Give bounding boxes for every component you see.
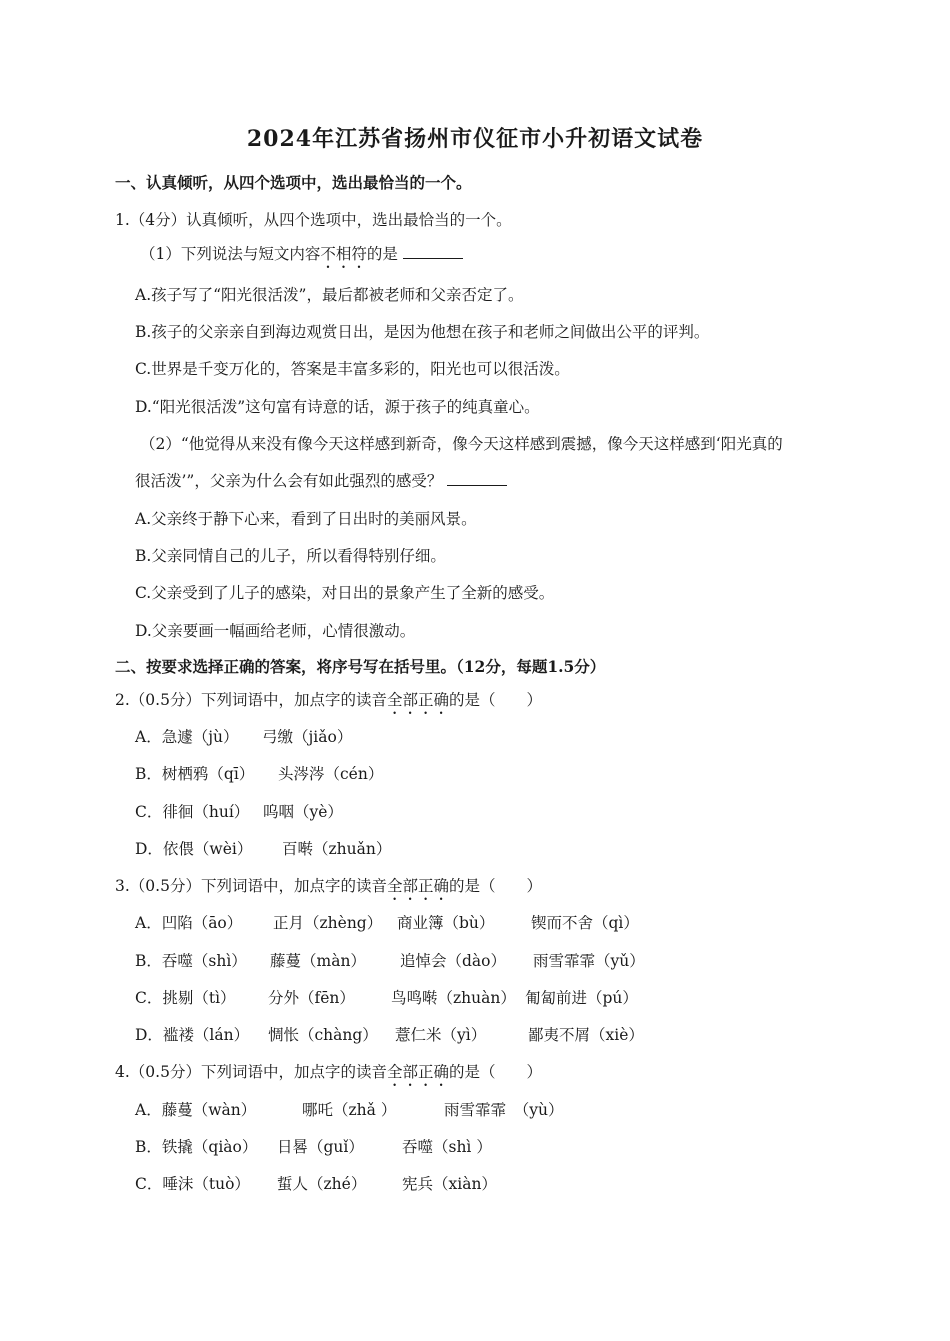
q4-stem [115, 1061, 542, 1090]
page-title: 2024年江苏省扬州市仪征市小升初语文试卷 [246, 126, 704, 152]
q4-c-word3: 宪兵（xiàn） [402, 1175, 497, 1193]
q3-b-word2: 藤蔓（màn） [270, 952, 366, 970]
q1-sub2-stem-line2: 很活泼’”，父亲为什么会有如此强烈的感受？ [135, 472, 443, 490]
q1-sub2-option-b: B.父亲同情自己的儿子，所以看得特别仔细。 [135, 547, 446, 565]
q2-stem-dotted: 全部正确 [386, 691, 449, 709]
q4-c-word2: 蜇人（zhé） [277, 1175, 367, 1193]
q3-c-word4: 匍匐前进（pú） [525, 989, 638, 1007]
q4-stem-prefix: 4.（0.5分）下列词语中，加点字的读音 [115, 1063, 387, 1081]
q3-a-word2: 正月（zhèng） [273, 914, 383, 932]
q3-stem-suffix: 的是（ ） [448, 877, 542, 895]
q1-sub1-option-b: B.孩子的父亲亲自到海边观赏日出，是因为他想在孩子和老师之间做出公平的评判。 [135, 323, 710, 341]
q1-sub2-stem-line1: （2）“他觉得从来没有像今天这样感到新奇，像今天这样感到震撼，像今天这样感到‘阳光真的 [140, 435, 783, 453]
q1-sub1-option-a: A.孩子写了“阳光很活泼”，最后都被老师和父亲否定了。 [135, 286, 524, 304]
q2-a-word1: A．急遽（jù） [135, 728, 239, 746]
q3-d-word2: 惆怅（chàng） [268, 1026, 378, 1044]
q3-stem [115, 875, 542, 904]
q2-d-word2: 百啭（zhuǎn） [282, 840, 392, 858]
q3-b-word4: 雨雪霏霏（yǔ） [533, 952, 645, 970]
q2-stem [115, 689, 542, 718]
q2-d-word1: D．依偎（wèi） [135, 840, 253, 858]
q1-sub2-option-a: A.父亲终于静下心来，看到了日出时的美丽风景。 [135, 510, 477, 528]
answer-blank[interactable] [447, 471, 507, 486]
q2-a-word2: 弓缴（jiǎo） [262, 728, 353, 746]
q4-a-word1: A．藤蔓（wàn） [135, 1101, 257, 1119]
answer-blank[interactable] [403, 244, 463, 259]
section2-heading: 二、按要求选择正确的答案，将序号写在括号里。（12分，每题1.5分） [115, 657, 606, 676]
q2-b-word2: 头涔涔（cén） [278, 765, 384, 783]
q1-stem: 1.（4分）认真倾听，从四个选项中，选出最恰当的一个。 [115, 211, 512, 229]
q3-c-word2: 分外（fēn） [268, 989, 355, 1007]
section1-heading: 一、认真倾听，从四个选项中，选出最恰当的一个。 [115, 173, 472, 192]
q2-stem-prefix: 2.（0.5分）下列词语中，加点字的读音 [115, 691, 387, 709]
q1-sub2-option-c: C.父亲受到了儿子的感染，对日出的景象产生了全新的感受。 [135, 584, 555, 602]
q1-sub1-dotted: 不相符 [320, 245, 367, 263]
q1-sub1-option-c: C.世界是千变万化的，答案是丰富多彩的，阳光也可以很活泼。 [135, 360, 570, 378]
q3-c-word3: 鸟鸣啭（zhuàn） [391, 989, 516, 1007]
q2-b-word1: B．树栖鸦（qī） [135, 765, 255, 783]
q4-c-word1: C．唾沫（tuò） [135, 1175, 250, 1193]
q3-b-word3: 追悼会（dào） [400, 952, 506, 970]
q1-sub1-prefix: （1）下列说法与短文内容 [140, 245, 321, 263]
q1-sub2-option-d: D.父亲要画一幅画给老师，心情很激动。 [135, 622, 416, 640]
q3-b-word1: B．吞噬（shì） [135, 952, 247, 970]
q3-a-word3: 商业簿（bù） [397, 914, 495, 932]
q4-b-word2: 日晷（guǐ） [277, 1138, 364, 1156]
q1-sub1-suffix: 的是 [366, 245, 398, 263]
q3-d-word4: 鄙夷不屑（xiè） [528, 1026, 644, 1044]
q3-c-word1: C．挑剔（tì） [135, 989, 236, 1007]
q1-sub1-option-d: D.“阳光很活泼”这句富有诗意的话，源于孩子的纯真童心。 [135, 398, 540, 416]
q3-stem-dotted: 全部正确 [386, 877, 449, 895]
q4-a-word3: 雨雪霏霏 （yù） [444, 1101, 564, 1119]
q2-c-word2: 呜咽（yè） [263, 803, 343, 821]
q4-stem-suffix: 的是（ ） [448, 1063, 542, 1081]
q4-a-word2: 哪吒（zhǎ ） [302, 1101, 397, 1119]
q4-b-word1: B．铁撬（qiào） [135, 1138, 258, 1156]
q3-stem-prefix: 3.（0.5分）下列词语中，加点字的读音 [115, 877, 387, 895]
q4-stem-dotted: 全部正确 [386, 1063, 449, 1081]
q1-sub2-stem-line2-wrap [135, 470, 507, 492]
q3-a-word1: A．凹陷（āo） [135, 914, 243, 932]
q3-d-word1: D．褴褛（lán） [135, 1026, 250, 1044]
q3-d-word3: 薏仁米（yì） [395, 1026, 487, 1044]
q2-stem-suffix: 的是（ ） [448, 691, 542, 709]
q1-sub1-stem [140, 243, 463, 272]
q3-a-word4: 锲而不舍（qì） [531, 914, 639, 932]
q2-c-word1: C．徘徊（huí） [135, 803, 250, 821]
q4-b-word3: 吞噬（shì ） [402, 1138, 492, 1156]
